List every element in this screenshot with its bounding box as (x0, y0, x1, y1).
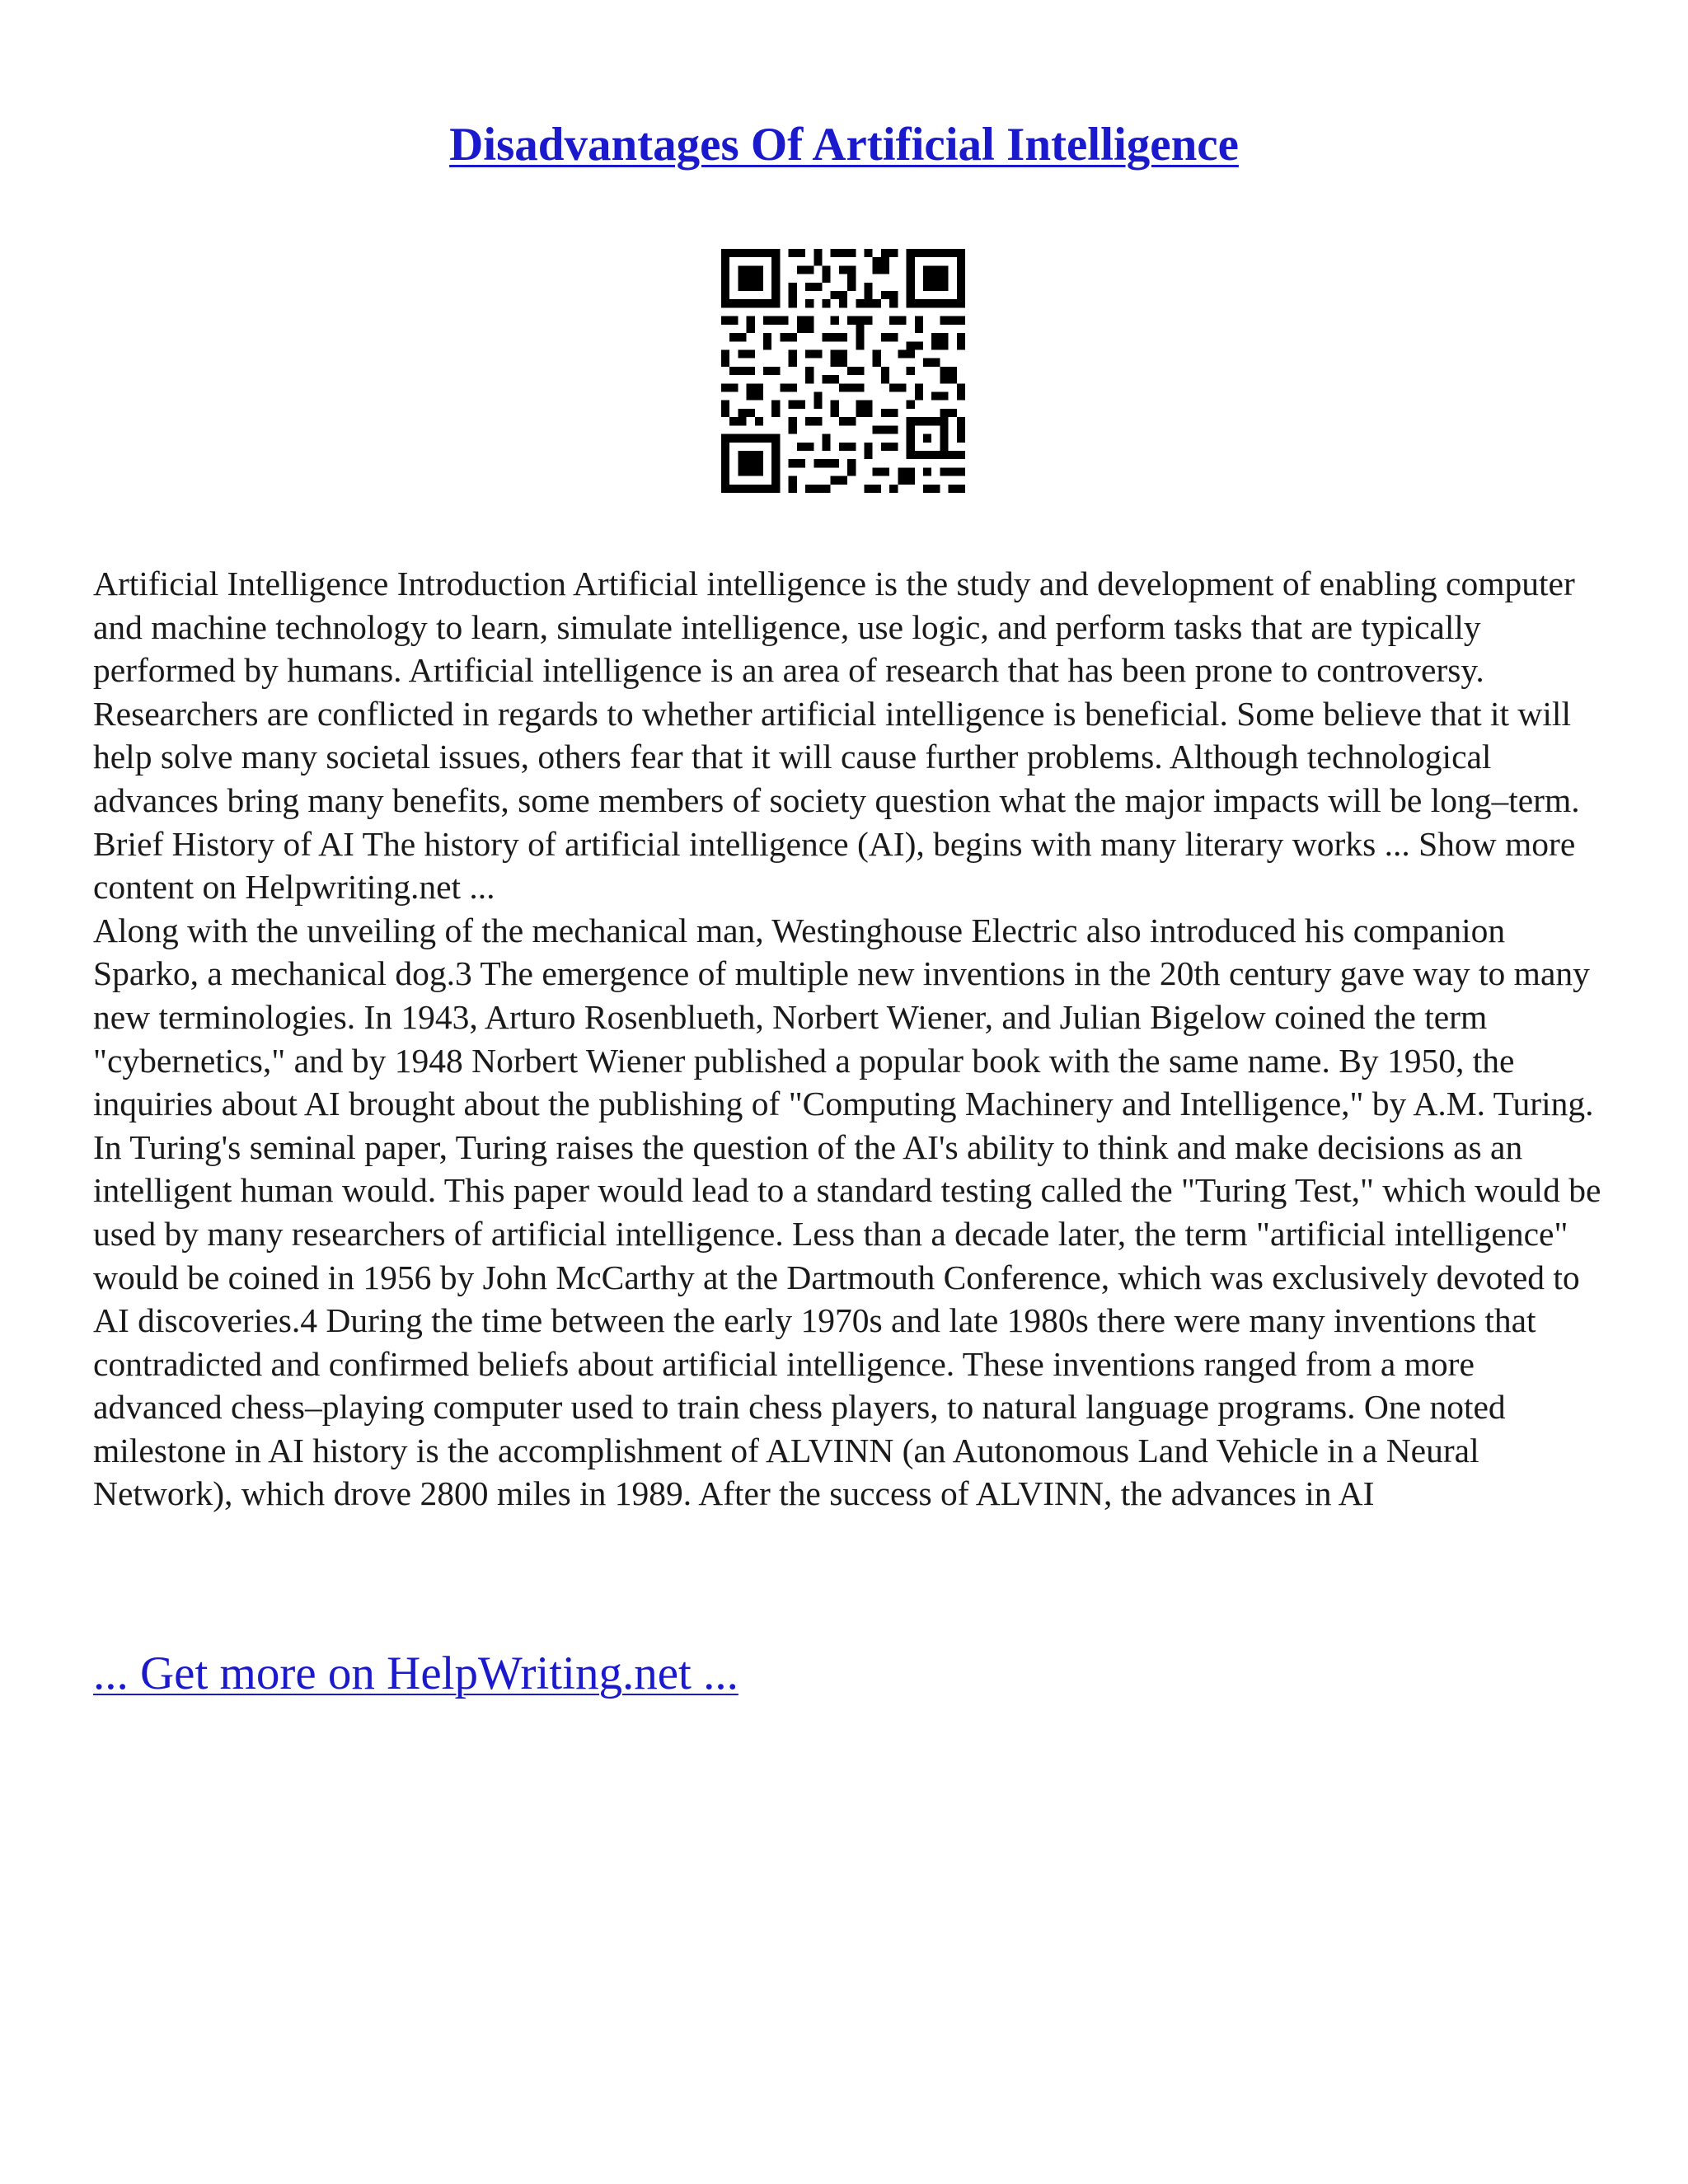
page-title (0, 115, 1688, 175)
paragraph-introduction: Artificial Intelligence Introduction Artificial intelligence is the study and development of enabling computer and machine technology to learn, simulate intelligence, use logic, and perform tasks that are typically performed by humans. Artificial intelligence is an area of research that has been prone to controversy. Researchers are conflicted in regards to whether artificial intelligence is beneficial. Some believe that it will help solve many societal issues, others fear that it will cause further problems. Although technological advances bring many benefits, some members of society question what the major impacts will be long–term. Brief History of AI The history of artificial intelligence (AI), begins with many literary works ... Show more content on Helpwriting.net ... (93, 565, 1580, 907)
article-body (93, 562, 1601, 1516)
get-more-link[interactable]: ... Get more on HelpWriting.net ... (93, 1647, 738, 1699)
get-more-link-container (93, 1645, 738, 1703)
title-link[interactable]: Disadvantages Of Artificial Intelligence (449, 119, 1239, 171)
paragraph-history: Along with the unveiling of the mechanical man, Westinghouse Electric also introduced his companion Sparko, a mechanical dog.3 The emergence of multiple new inventions in the 20th century gave way to many new terminologies. In 1943, Arturo Rosenblueth, Norbert Wiener, and Julian Bigelow coined the term "cybernetics," and by 1948 Norbert Wiener published a popular book with the same name. By 1950, the inquiries about AI brought about the publishing of "Computing Machinery and Intelligence," by A.M. Turing. In Turing's seminal paper, Turing raises the question of the AI's ability to think and make decisions as an intelligent human would. This paper would lead to a standard testing called the "Turing Test," which would be used by many researchers of artificial intelligence. Less than a decade later, the term "artificial intelligence" would be coined in 1956 by John McCarthy at the Dartmouth Conference, which was exclusively devoted to AI discoveries.4 During the time between the early 1970s and late 1980s there were many inventions that contradicted and confirmed beliefs about artificial intelligence. These inventions ranged from a more advanced chess–playing computer used to train chess players, to natural language programs. One noted milestone in AI history is the accomplishment of ALVINN (an Autonomous Land Vehicle in a Neural Network), which drove 2800 miles in 1989. After the success of ALVINN, the advances in AI (93, 911, 1601, 1513)
qr-code-icon (721, 249, 965, 493)
qr-code-graphic (721, 249, 965, 493)
